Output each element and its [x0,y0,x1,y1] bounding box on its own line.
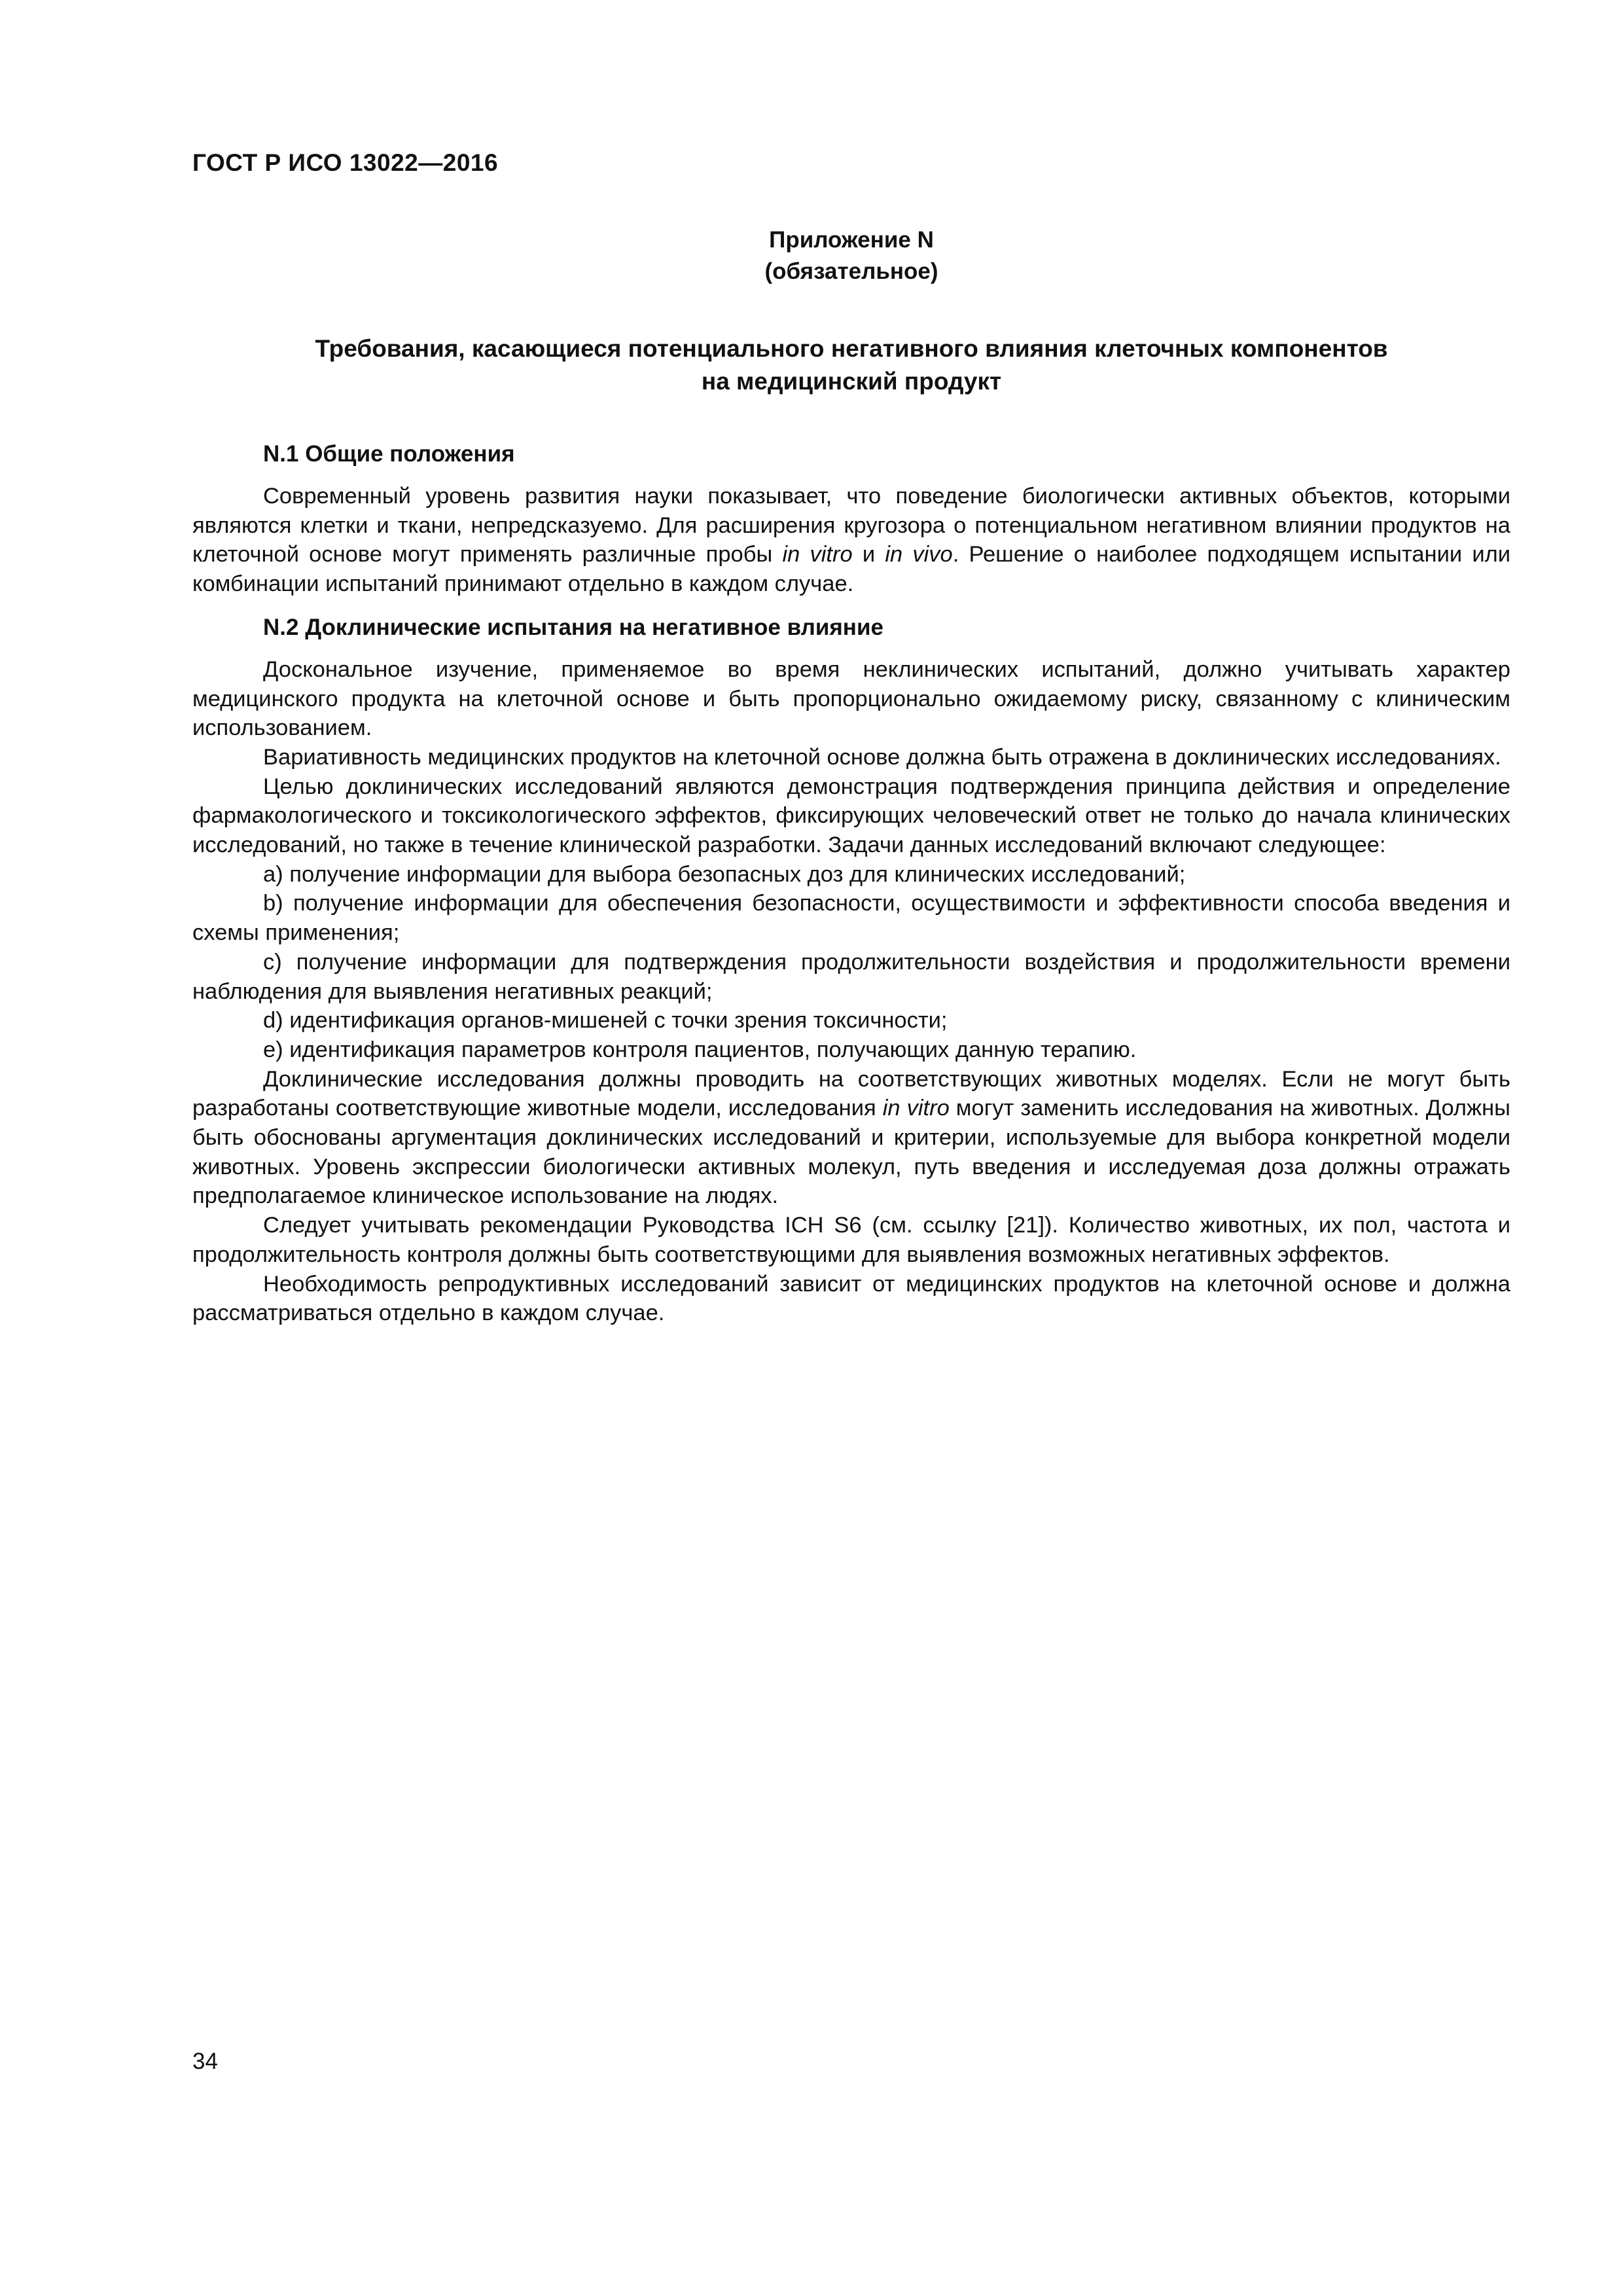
text-fragment: могут заменить исследования на животных. Должны быть обоснованы аргументация доклинических исследований и критерии, используемые для выбора конкретной модели животных. Уровень экспрессии биологически активных молекул, путь введения и исследуемая доза должны отражать предполагаемое клиническое использование на людях. [192,1096,1510,1209]
page-number: 34 [192,2049,218,2074]
text-fragment: Доклинические исследования должны проводить на соответствующих животных моделях. Если не могут быть разработаны соответствующие животные модели, исследования [192,1066,1510,1121]
list-item-b: b) получение информации для обеспечения безопасности, осуществимости и эффективности способа введения и схемы применения; [192,891,1510,946]
document-title-line-2: на медицинский продукт [701,368,1002,395]
section-n2-paragraph-5: Следует учитывать рекомендации Руководства ICH S6 (см. ссылку [21]). Количество животных, их пол, частота и продолжительность контроля должны быть соответствующими для выявления возможных негативных эффектов. [192,1213,1510,1267]
appendix-kind: (обязательное) [764,259,938,284]
document-body [192,440,1510,1328]
italic-term: in vitro [782,542,853,567]
document-title [192,332,1510,398]
standard-header: ГОСТ Р ИСО 13022—2016 [192,149,499,176]
section-n2-paragraph-3: Целью доклинических исследований являются демонстрация подтверждения принципа действия и определение фармакологического и токсикологического эффектов, фиксирующих человеческий ответ не только до начала клинических исследований, но также в течение клинической разработки. Задачи данных исследований включают следующее: [192,774,1510,858]
section-n2-paragraph-1: Доскональное изучение, применяемое во время неклинических испытаний, должно учитывать характер медицинского продукта на клеточной основе и быть пропорционально ожидаемому риску, связанному с клиническим использованием. [192,656,1510,741]
italic-term: in vivo [885,542,953,567]
section-n1-paragraph [192,482,1510,599]
italic-term: in vitro [882,1096,950,1121]
section-n2-heading: N.2 Доклинические испытания на негативное влияние [263,614,883,640]
section-n1-heading: N.1 Общие положения [263,441,515,467]
text-fragment: Современный уровень развития науки показывает, что поведение биологически активных объектов, которыми являются клетки и ткани, непредсказуемо. Для расширения кругозора о потенциальном негативном влиянии продуктов на клеточной основе могут применять различные пробы [192,484,1510,567]
list-item-c: c) получение информации для подтверждения продолжительности воздействия и продолжительности времени наблюдения для выявления негативных реакций; [192,949,1510,1004]
text-fragment: . Решение о наиболее подходящем испытании или комбинации испытаний принимают отдельно в каждом случае. [192,542,1510,597]
section-n2-paragraph-6: Необходимость репродуктивных исследований зависит от медицинских продуктов на клеточной основе и должна рассматриваться отдельно в каждом случае. [192,1271,1510,1326]
document-title-line-1: Требования, касающиеся потенциального негативного влияния клеточных компонентов [315,335,1388,362]
appendix-title: Приложение N [769,227,934,253]
appendix-heading [192,224,1510,287]
list-item-e: e) идентификация параметров контроля пациентов, получающих данную терапию. [263,1037,1137,1062]
list-item-a: a) получение информации для выбора безопасных доз для клинических исследований; [263,861,1186,887]
section-n2-paragraph-2: Вариативность медицинских продуктов на клеточной основе должна быть отражена в доклинических исследованиях. [263,744,1501,770]
section-n2-paragraph-4 [192,1065,1510,1211]
list-item-d: d) идентификация органов-мишеней с точки зрения токсичности; [263,1008,948,1033]
text-fragment: и [852,542,885,567]
